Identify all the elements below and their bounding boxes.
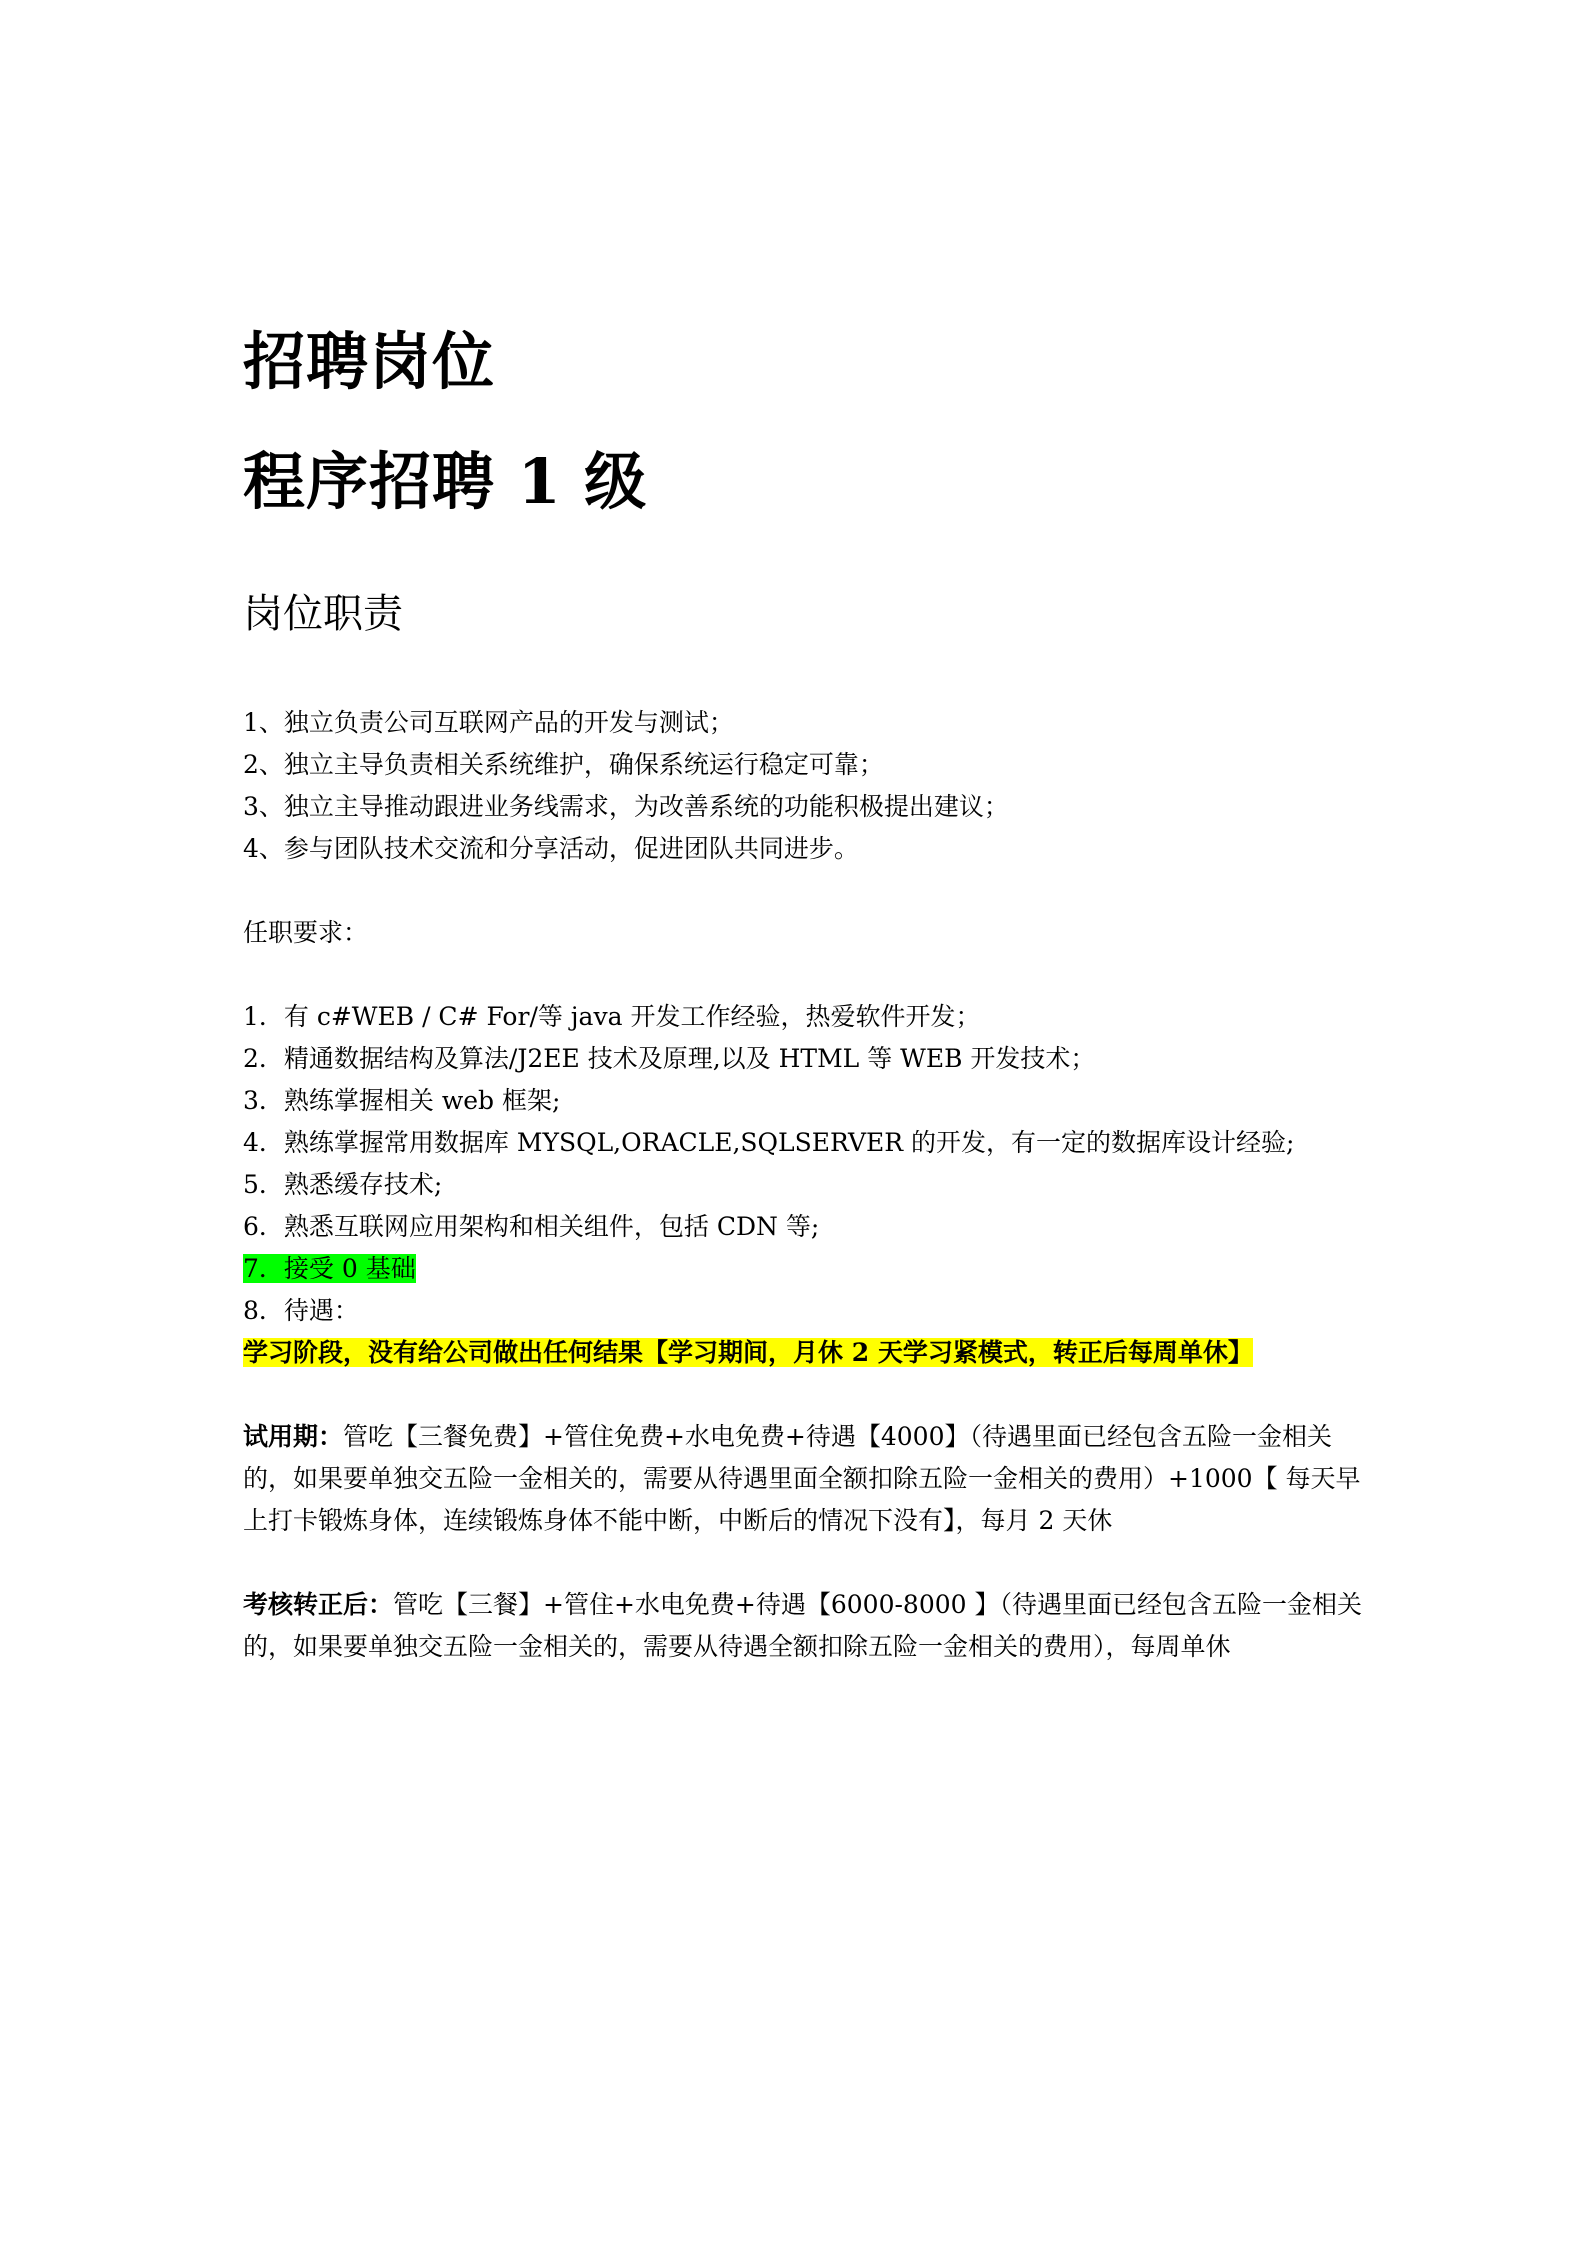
duty-item: 3、独立主导推动跟进业务线需求，为改善系统的功能积极提出建议； (243, 792, 1009, 821)
requirements-list (243, 996, 1363, 1374)
requirement-item: 4．熟练掌握常用数据库 MYSQL,ORACLE,SQLSERVER 的开发，有一定的数据库设计经验; (243, 1128, 1295, 1157)
requirement-item: 6．熟悉互联网应用架构和相关组件，包括 CDN 等; (243, 1212, 820, 1241)
requirement-item: 1．有 c#WEB / C# For/等 java 开发工作经验，热爱软件开发； (243, 1002, 981, 1031)
regular-text: 管吃【三餐】+管住+水电免费+待遇【6000-8000 】（待遇里面已经包含五险一金相关的，如果要单独交五险一金相关的，需要从待遇全额扣除五险一金相关的费用），每周单休 (243, 1590, 1363, 1661)
probation-text: 管吃【三餐免费】+管住免费+水电免费+待遇【4000】（待遇里面已经包含五险一金相关的，如果要单独交五险一金相关的，需要从待遇里面全额扣除五险一金相关的费用）+1000【 每天早上打卡锻炼身体，连续锻炼身体不能中断，中断后的情况下没有】，每月 2 天休 (243, 1422, 1361, 1535)
study-stage-text: ，没有给公司做出任何结果【学习期间，月休 2 天学习紧模式，转正后每周单休】 (343, 1338, 1253, 1367)
regular-paragraph (243, 1584, 1363, 1668)
requirement-item: 2．精通数据结构及算法/J2EE 技术及原理,以及 HTML 等 WEB 开发技术； (243, 1044, 1096, 1073)
probation-paragraph (243, 1416, 1363, 1542)
requirement-item-highlighted (243, 1248, 1363, 1290)
yellow-highlight (243, 1338, 1253, 1367)
regular-label: 考核转正后： (243, 1590, 394, 1619)
duties-list (243, 702, 1363, 870)
requirements-heading: 任职要求： (243, 918, 369, 947)
job-title: 程序招聘 1 级 (243, 445, 648, 518)
requirement-item: 5．熟悉缓存技术; (243, 1170, 443, 1199)
green-highlight: 7．接受 0 基础 (243, 1254, 416, 1283)
duty-item: 1、独立负责公司互联网产品的开发与测试； (243, 708, 734, 737)
requirement-item: 8．待遇： (243, 1296, 359, 1325)
study-stage-line (243, 1332, 1363, 1374)
page-title: 招聘岗位 (243, 325, 496, 398)
study-stage-label: 学习阶段 (243, 1338, 344, 1367)
duties-heading: 岗位职责 (243, 591, 403, 637)
duty-item: 2、独立主导负责相关系统维护，确保系统运行稳定可靠； (243, 750, 884, 779)
probation-label: 试用期： (243, 1422, 344, 1451)
document-content (243, 318, 1363, 1668)
duty-item: 4、参与团队技术交流和分享活动，促进团队共同进步。 (243, 834, 859, 863)
requirement-item: 3．熟练掌握相关 web 框架; (243, 1086, 561, 1115)
